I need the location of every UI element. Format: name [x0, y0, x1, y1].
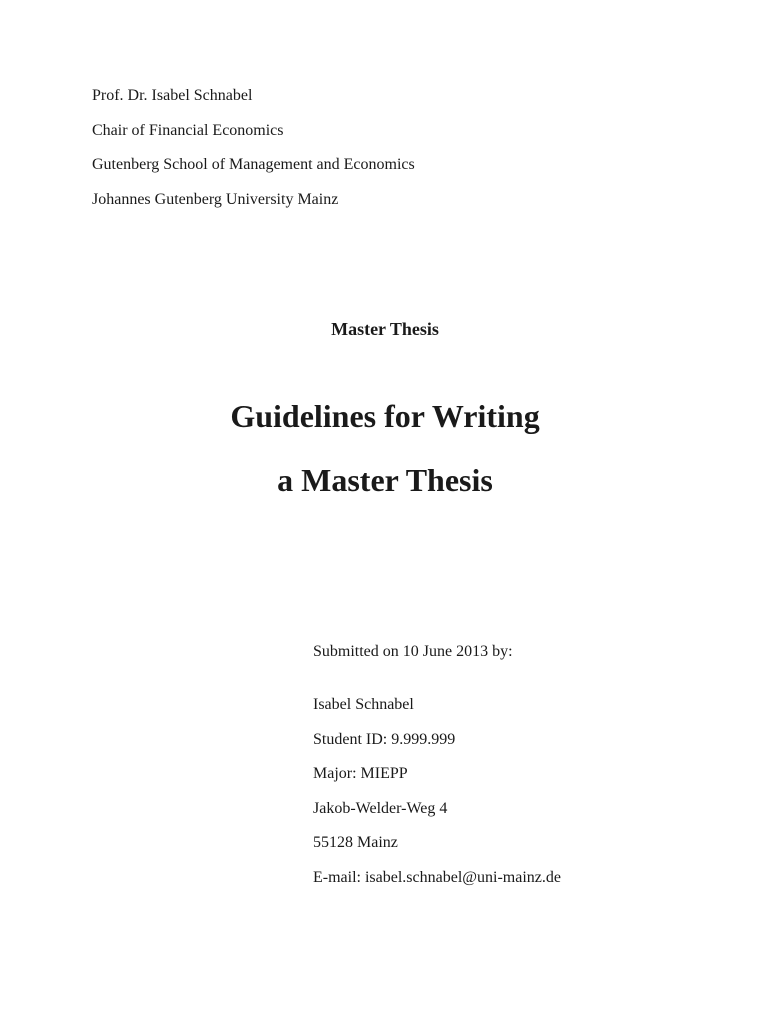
student-id: Student ID: 9.999.999 [313, 730, 456, 748]
title-line-1: Guidelines for Writing [230, 398, 540, 434]
major: Major: MIEPP [313, 765, 408, 782]
school-name: Gutenberg School of Management and Economics [92, 156, 415, 173]
supervisor-name: Prof. Dr. Isabel Schnabel [92, 87, 253, 104]
address-city: 55128 Mainz [313, 834, 398, 851]
submission-date: Submitted on 10 June 2013 by: [313, 643, 513, 660]
address-street: Jakob-Welder-Weg 4 [313, 799, 448, 817]
submission-details [313, 642, 561, 902]
thesis-title [0, 396, 770, 524]
thesis-type-label: Master Thesis [331, 319, 439, 339]
chair-name: Chair of Financial Economics [92, 121, 284, 139]
university-name: Johannes Gutenberg University Mainz [92, 190, 339, 208]
institution-header [92, 86, 415, 224]
title-line-2: a Master Thesis [277, 462, 493, 498]
email-address: E-mail: isabel.schnabel@uni-mainz.de [313, 868, 561, 886]
author-name: Isabel Schnabel [313, 696, 414, 713]
